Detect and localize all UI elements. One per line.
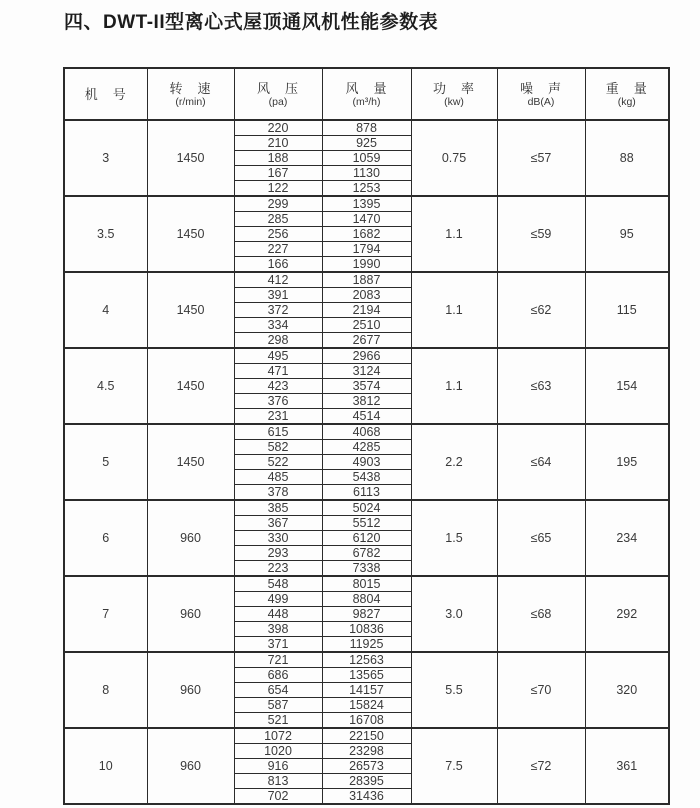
- cell-power: 2.2: [411, 424, 497, 500]
- cell-pressure: 521: [234, 713, 322, 729]
- col-header-model-label: 机 号: [84, 86, 127, 102]
- cell-pressure: 702: [234, 789, 322, 805]
- cell-pressure: 367: [234, 516, 322, 531]
- cell-pressure: 227: [234, 242, 322, 257]
- cell-volume: 1059: [322, 151, 411, 166]
- cell-weight: 154: [585, 348, 669, 424]
- cell-pressure: 385: [234, 500, 322, 516]
- cell-power: 1.5: [411, 500, 497, 576]
- page-title: 四、DWT-II型离心式屋顶通风机性能参数表: [64, 12, 439, 33]
- cell-pressure: 330: [234, 531, 322, 546]
- cell-weight: 195: [585, 424, 669, 500]
- cell-pressure: 122: [234, 181, 322, 197]
- cell-pressure: 448: [234, 607, 322, 622]
- cell-volume: 31436: [322, 789, 411, 805]
- cell-volume: 8804: [322, 592, 411, 607]
- cell-volume: 2510: [322, 318, 411, 333]
- cell-pressure: 412: [234, 272, 322, 288]
- cell-pressure: 615: [234, 424, 322, 440]
- cell-power: 7.5: [411, 728, 497, 804]
- cell-power: 0.75: [411, 120, 497, 196]
- cell-volume: 6113: [322, 485, 411, 501]
- col-header-speed-label: 转 速: [169, 80, 212, 96]
- cell-noise: ≤64: [497, 424, 585, 500]
- cell-speed: 1450: [147, 348, 234, 424]
- table-row: [64, 424, 669, 440]
- cell-pressure: 231: [234, 409, 322, 425]
- cell-volume: 4068: [322, 424, 411, 440]
- cell-volume: 11925: [322, 637, 411, 653]
- cell-weight: 115: [585, 272, 669, 348]
- cell-model: 4.5: [64, 348, 147, 424]
- cell-weight: 234: [585, 500, 669, 576]
- cell-volume: 3574: [322, 379, 411, 394]
- cell-pressure: 223: [234, 561, 322, 577]
- col-header-power-unit: (kw): [444, 95, 464, 108]
- cell-volume: 8015: [322, 576, 411, 592]
- cell-pressure: 378: [234, 485, 322, 501]
- cell-weight: 88: [585, 120, 669, 196]
- cell-pressure: 1020: [234, 744, 322, 759]
- col-header-noise: [497, 68, 585, 120]
- cell-power: 5.5: [411, 652, 497, 728]
- col-header-speed: [147, 68, 234, 120]
- cell-volume: 1794: [322, 242, 411, 257]
- cell-pressure: 391: [234, 288, 322, 303]
- cell-volume: 1253: [322, 181, 411, 197]
- cell-volume: 4903: [322, 455, 411, 470]
- cell-pressure: 256: [234, 227, 322, 242]
- cell-volume: 16708: [322, 713, 411, 729]
- cell-power: 1.1: [411, 272, 497, 348]
- cell-pressure: 654: [234, 683, 322, 698]
- table-row: [64, 120, 669, 136]
- cell-pressure: 334: [234, 318, 322, 333]
- cell-pressure: 299: [234, 196, 322, 212]
- cell-speed: 960: [147, 576, 234, 652]
- col-header-pressure-unit: (pa): [268, 95, 288, 108]
- cell-pressure: 220: [234, 120, 322, 136]
- col-header-power-label: 功 率: [432, 80, 475, 96]
- col-header-noise-label: 噪 声: [519, 80, 562, 96]
- cell-pressure: 587: [234, 698, 322, 713]
- cell-noise: ≤70: [497, 652, 585, 728]
- cell-pressure: 372: [234, 303, 322, 318]
- col-header-speed-unit: (r/min): [175, 95, 206, 108]
- col-header-noise-unit: dB(A): [527, 95, 555, 108]
- col-header-power: [411, 68, 497, 120]
- cell-volume: 22150: [322, 728, 411, 744]
- cell-volume: 1395: [322, 196, 411, 212]
- cell-volume: 3812: [322, 394, 411, 409]
- col-header-volume-label: 风 量: [345, 80, 388, 96]
- table-row: [64, 652, 669, 668]
- cell-noise: ≤65: [497, 500, 585, 576]
- cell-volume: 2083: [322, 288, 411, 303]
- col-header-weight: [585, 68, 669, 120]
- cell-pressure: 813: [234, 774, 322, 789]
- cell-volume: 23298: [322, 744, 411, 759]
- cell-pressure: 188: [234, 151, 322, 166]
- cell-model: 10: [64, 728, 147, 804]
- cell-volume: 4514: [322, 409, 411, 425]
- cell-speed: 1450: [147, 196, 234, 272]
- cell-volume: 5512: [322, 516, 411, 531]
- cell-volume: 6782: [322, 546, 411, 561]
- col-header-volume: [322, 68, 411, 120]
- cell-pressure: 298: [234, 333, 322, 349]
- cell-volume: 13565: [322, 668, 411, 683]
- cell-model: 8: [64, 652, 147, 728]
- cell-pressure: 166: [234, 257, 322, 273]
- col-header-pressure-label: 风 压: [256, 80, 299, 96]
- cell-volume: 7338: [322, 561, 411, 577]
- cell-volume: 1470: [322, 212, 411, 227]
- table-header: [64, 68, 669, 120]
- col-header-weight-unit: (kg): [617, 95, 636, 108]
- cell-volume: 3124: [322, 364, 411, 379]
- cell-volume: 28395: [322, 774, 411, 789]
- cell-volume: 1990: [322, 257, 411, 273]
- cell-volume: 12563: [322, 652, 411, 668]
- table-row: [64, 348, 669, 364]
- cell-volume: 15824: [322, 698, 411, 713]
- cell-weight: 361: [585, 728, 669, 804]
- cell-weight: 95: [585, 196, 669, 272]
- cell-model: 5: [64, 424, 147, 500]
- table-row: [64, 728, 669, 744]
- cell-pressure: 471: [234, 364, 322, 379]
- cell-volume: 1682: [322, 227, 411, 242]
- cell-power: 3.0: [411, 576, 497, 652]
- cell-pressure: 423: [234, 379, 322, 394]
- cell-volume: 14157: [322, 683, 411, 698]
- cell-pressure: 167: [234, 166, 322, 181]
- cell-noise: ≤62: [497, 272, 585, 348]
- cell-speed: 1450: [147, 424, 234, 500]
- cell-noise: ≤72: [497, 728, 585, 804]
- cell-speed: 960: [147, 500, 234, 576]
- cell-pressure: 686: [234, 668, 322, 683]
- cell-pressure: 398: [234, 622, 322, 637]
- cell-model: 4: [64, 272, 147, 348]
- cell-volume: 925: [322, 136, 411, 151]
- performance-table: [63, 67, 670, 805]
- cell-noise: ≤57: [497, 120, 585, 196]
- cell-speed: 1450: [147, 120, 234, 196]
- table-row: [64, 576, 669, 592]
- cell-volume: 5438: [322, 470, 411, 485]
- cell-volume: 10836: [322, 622, 411, 637]
- table-body: [64, 120, 669, 804]
- cell-model: 6: [64, 500, 147, 576]
- cell-volume: 1887: [322, 272, 411, 288]
- cell-noise: ≤63: [497, 348, 585, 424]
- cell-speed: 960: [147, 728, 234, 804]
- cell-pressure: 293: [234, 546, 322, 561]
- cell-pressure: 499: [234, 592, 322, 607]
- cell-noise: ≤68: [497, 576, 585, 652]
- cell-pressure: 522: [234, 455, 322, 470]
- cell-volume: 5024: [322, 500, 411, 516]
- cell-noise: ≤59: [497, 196, 585, 272]
- cell-pressure: 285: [234, 212, 322, 227]
- cell-pressure: 1072: [234, 728, 322, 744]
- col-header-model: [64, 68, 147, 120]
- cell-volume: 9827: [322, 607, 411, 622]
- cell-pressure: 916: [234, 759, 322, 774]
- cell-volume: 2194: [322, 303, 411, 318]
- table-row: [64, 196, 669, 212]
- cell-speed: 960: [147, 652, 234, 728]
- cell-pressure: 210: [234, 136, 322, 151]
- cell-volume: 6120: [322, 531, 411, 546]
- cell-speed: 1450: [147, 272, 234, 348]
- cell-volume: 26573: [322, 759, 411, 774]
- table-row: [64, 272, 669, 288]
- cell-volume: 2677: [322, 333, 411, 349]
- header-row: [64, 68, 669, 120]
- cell-power: 1.1: [411, 348, 497, 424]
- cell-pressure: 376: [234, 394, 322, 409]
- cell-pressure: 495: [234, 348, 322, 364]
- col-header-pressure: [234, 68, 322, 120]
- cell-pressure: 721: [234, 652, 322, 668]
- cell-volume: 1130: [322, 166, 411, 181]
- cell-weight: 292: [585, 576, 669, 652]
- cell-volume: 4285: [322, 440, 411, 455]
- cell-volume: 878: [322, 120, 411, 136]
- cell-pressure: 548: [234, 576, 322, 592]
- col-header-volume-unit: (m³/h): [352, 95, 381, 108]
- cell-model: 3.5: [64, 196, 147, 272]
- cell-pressure: 485: [234, 470, 322, 485]
- cell-model: 7: [64, 576, 147, 652]
- cell-weight: 320: [585, 652, 669, 728]
- cell-pressure: 582: [234, 440, 322, 455]
- table-row: [64, 500, 669, 516]
- cell-model: 3: [64, 120, 147, 196]
- cell-power: 1.1: [411, 196, 497, 272]
- cell-volume: 2966: [322, 348, 411, 364]
- cell-pressure: 371: [234, 637, 322, 653]
- col-header-weight-label: 重 量: [605, 80, 648, 96]
